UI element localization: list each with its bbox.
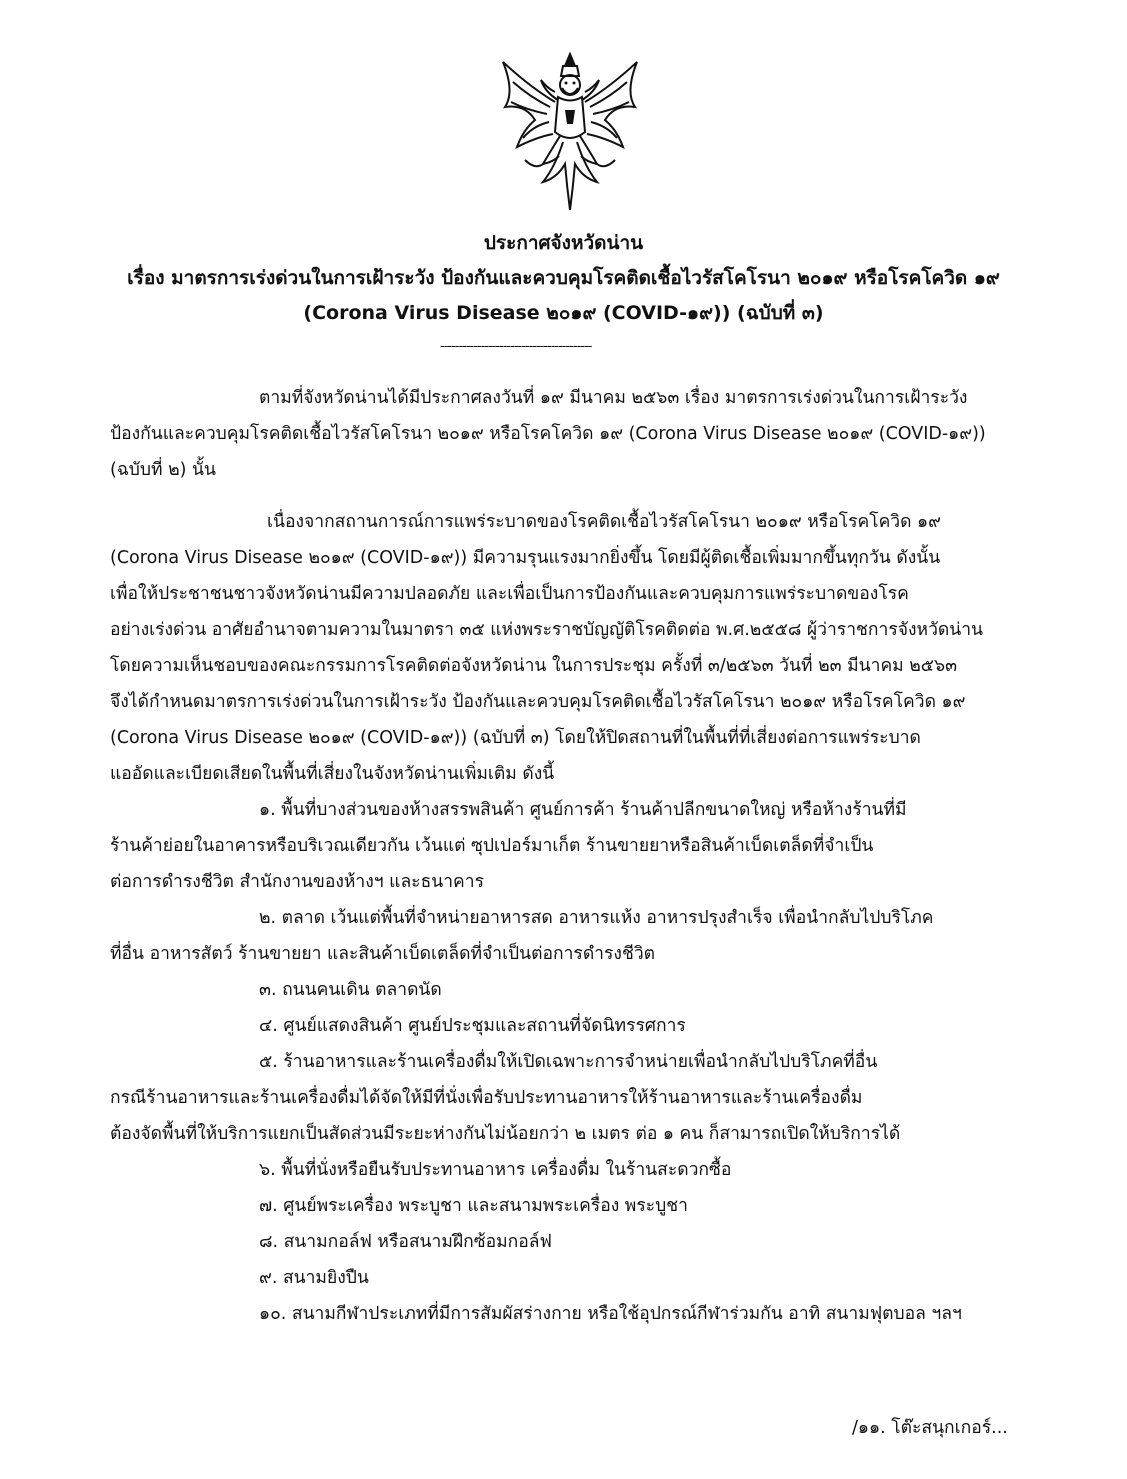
document-subject-line-2: (Corona Virus Disease ๒๐๑๙ (COVID-๑๙)) (ฉบับที่ ๓)	[303, 302, 824, 324]
list-item-1: ๑. พื้นที่บางส่วนของห้างสรรพสินค้า ศูนย์การค้า ร้านค้าปลีกขนาดใหญ่ หรือห้างร้านที่มี	[259, 800, 907, 820]
garuda-emblem-icon	[495, 52, 645, 217]
list-item-10: ๑๐. สนามกีฬาประเภทที่มีการสัมผัสร่างกาย หรือใช้อุปกรณ์กีฬาร่วมกัน อาทิ สนามฟุตบอล ฯลฯ	[259, 1304, 962, 1324]
list-item-5-cont: ต้องจัดพื้นที่ให้บริการแยกเป็นสัดส่วนมีระยะห่างกันไม่น้อยกว่า ๒ เมตร ต่อ ๑ คน ก็สามารถเปิดให้บริการได้	[110, 1124, 901, 1144]
paragraph-2-line: โดยความเห็นชอบของคณะกรรมการโรคติดต่อจังหวัดน่าน ในการประชุม ครั้งที่ ๓/๒๕๖๓ วันที่ ๒๓ มีนาคม ๒๕๖๓	[110, 656, 958, 676]
paragraph-2-line: (Corona Virus Disease ๒๐๑๙ (COVID-๑๙)) มีความรุนแรงมากยิ่งขึ้น โดยมีผู้ติดเชื้อเพิ่มมากขึ้นทุกวัน ดังนั้น	[110, 548, 941, 568]
paragraph-2-line: จึงได้กำหนดมาตรการเร่งด่วนในการเฝ้าระวัง ป้องกันและควบคุมโรคติดเชื้อไวรัสโคโรนา ๒๐๑๙ หรือโรคโควิด ๑๙	[110, 692, 966, 712]
document-subject-line-1: เรื่อง มาตรการเร่งด่วนในการเฝ้าระวัง ป้องกันและควบคุมโรคติดเชื้อไวรัสโคโรนา ๒๐๑๙ หรือโรคโควิด ๑๙	[127, 267, 1000, 289]
paragraph-2-line: แออัดและเบียดเสียดในพื้นที่เสี่ยงในจังหวัดน่านเพิ่มเติม ดังนี้	[110, 764, 555, 784]
document-title: ประกาศจังหวัดน่าน	[483, 232, 644, 254]
paragraph-2-line: อย่างเร่งด่วน อาศัยอำนาจตามความในมาตรา ๓๕ แห่งพระราชบัญญัติโรคติดต่อ พ.ศ.๒๕๕๘ ผู้ว่าราชการจังหวัดน่าน	[110, 620, 984, 640]
list-item-2-cont: ที่อื่น อาหารสัตว์ ร้านขายยา และสินค้าเบ็ดเตล็ดที่จำเป็นต่อการดำรงชีวิต	[110, 944, 656, 964]
list-item-3: ๓. ถนนคนเดิน ตลาดนัด	[259, 980, 442, 1000]
list-item-1-cont: ร้านค้าย่อยในอาคารหรือบริเวณเดียวกัน เว้นแต่ ซุปเปอร์มาเก็ต ร้านขายยาหรือสินค้าเบ็ดเตล็ดที่จำเป็น	[110, 836, 874, 856]
list-item-9: ๙. สนามยิงปืน	[259, 1268, 369, 1288]
list-item-4: ๔. ศูนย์แสดงสินค้า ศูนย์ประชุมและสถานที่จัดนิทรรศการ	[259, 1016, 686, 1036]
paragraph-2-line: (Corona Virus Disease ๒๐๑๙ (COVID-๑๙)) (ฉบับที่ ๓) โดยให้ปิดสถานที่ในพื้นที่ที่เสี่ยงต่อการแพร่ระบาด	[110, 728, 921, 748]
paragraph-1-line: ตามที่จังหวัดน่านได้มีประกาศลงวันที่ ๑๙ มีนาคม ๒๕๖๓ เรื่อง มาตรการเร่งด่วนในการเฝ้าระวัง	[259, 388, 968, 408]
list-item-7: ๗. ศูนย์พระเครื่อง พระบูชา และสนามพระเครื่อง พระบูชา	[259, 1196, 688, 1216]
list-item-6: ๖. พื้นที่นั่งหรือยืนรับประทานอาหาร เครื่องดื่ม ในร้านสะดวกซื้อ	[259, 1160, 732, 1180]
list-item-1-cont: ต่อการดำรงชีวิต สำนักงานของห้างฯ และธนาคาร	[110, 872, 484, 892]
list-item-5-cont: กรณีร้านอาหารและร้านเครื่องดื่มได้จัดให้มีที่นั่งเพื่อรับประทานอาหารให้ร้านอาหารและร้านเครื่องดื่ม	[110, 1088, 863, 1108]
continuation-note: /๑๑. โต๊ะสนุกเกอร์...	[852, 1418, 1008, 1438]
list-item-2: ๒. ตลาด เว้นแต่พื้นที่จำหน่ายอาหารสด อาหารแห้ง อาหารปรุงสำเร็จ เพื่อนำกลับไปบริโภค	[259, 908, 934, 928]
paragraph-2-line: เพื่อให้ประชาชนชาวจังหวัดน่านมีความปลอดภัย และเพื่อเป็นการป้องกันและควบคุมการแพร่ระบาดของโรค	[110, 584, 909, 604]
list-item-8: ๘. สนามกอล์ฟ หรือสนามฝึกซ้อมกอล์ฟ	[259, 1232, 552, 1252]
paragraph-1-line: (ฉบับที่ ๒) นั้น	[110, 460, 216, 480]
paragraph-1-line: ป้องกันและควบคุมโรคติดเชื้อไวรัสโคโรนา ๒๐๑๙ หรือโรคโควิด ๑๙ (Corona Virus Disease ๒๐๑๙ (COVID-๑๙))	[110, 424, 986, 444]
title-separator: -----------------------------------------	[440, 339, 592, 354]
list-item-5: ๕. ร้านอาหารและร้านเครื่องดื่มให้เปิดเฉพาะการจำหน่ายเพื่อนำกลับไปบริโภคที่อื่น	[259, 1052, 878, 1072]
paragraph-2-line: เนื่องจากสถานการณ์การแพร่ระบาดของโรคติดเชื้อไวรัสโคโรนา ๒๐๑๙ หรือโรคโควิด ๑๙	[267, 512, 941, 532]
